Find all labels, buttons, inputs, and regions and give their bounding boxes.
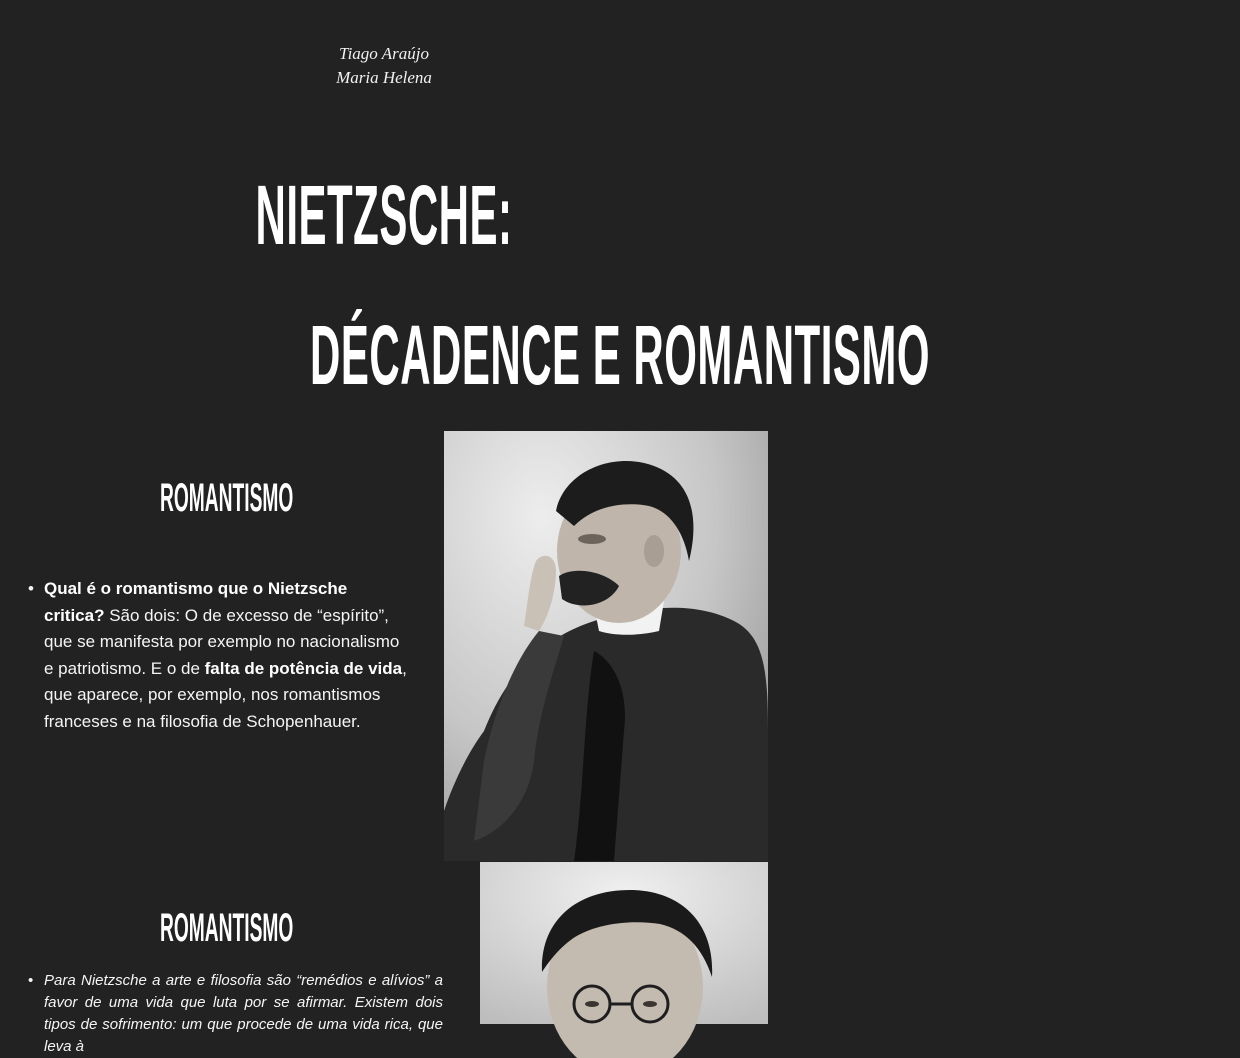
nietzsche-portrait-profile	[444, 431, 768, 861]
bold-phrase: falta de potência de vida	[204, 658, 403, 678]
author-name: Tiago Araújo	[339, 44, 429, 63]
bullet-paragraph	[28, 970, 443, 1058]
author-name: Maria Helena	[336, 68, 432, 87]
page-title-line-1	[0, 160, 768, 270]
section-heading	[160, 903, 438, 953]
bullet-paragraph	[28, 576, 408, 735]
section-heading	[160, 473, 438, 523]
nietzsche-portrait-glasses	[480, 862, 768, 1024]
section-heading-text: ROMANTISMO	[160, 476, 294, 520]
title-text: NIETZSCHE:	[255, 168, 513, 262]
bullet-text: Para Nietzsche a arte e filosofia são “remédios e alívios” a favor de uma vida que luta por se afirmar. Existem dois tipos de sofrimento: um que procede de uma vida rica, que leva à	[44, 972, 443, 1055]
bold-phrase: Qual é o romantismo que o Nietzsche critica?	[44, 579, 348, 625]
text-run: , que aparece, por exemplo, nos romantismos franceses e na filosofia de Schopenhauer.	[44, 658, 407, 731]
bullet-dot: •	[28, 972, 34, 989]
page-title-line-2	[0, 300, 931, 410]
subtitle-text: DÉCADENCE E ROMANTISMO	[310, 308, 931, 402]
authors-block	[0, 42, 768, 90]
section-heading-text: ROMANTISMO	[160, 906, 294, 950]
bullet-dot: •	[28, 579, 34, 598]
bullet-text	[44, 576, 408, 735]
text-run: São dois: O de excesso de “espírito”, que se manifesta por exemplo no nacionalismo e patriotismo. E o de	[44, 605, 400, 678]
